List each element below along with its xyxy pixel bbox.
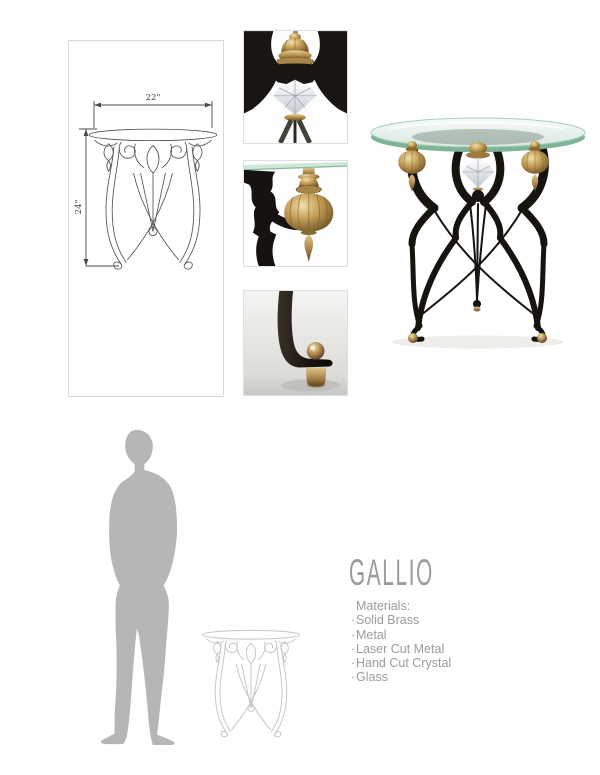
- brass-ring: [284, 114, 306, 121]
- material-item: ·Metal: [351, 627, 387, 642]
- table-line-drawing-small: [202, 630, 299, 736]
- technical-drawing-panel: [68, 40, 224, 397]
- material-item: ·Solid Brass: [351, 613, 420, 628]
- person-silhouette: [101, 430, 177, 745]
- bullet: ·: [351, 670, 356, 685]
- height-dimension-label: 24": [74, 199, 84, 215]
- bullet: ·: [351, 613, 356, 628]
- bullet: ·: [351, 627, 356, 642]
- dimension-arrows: [84, 103, 212, 266]
- brass-ball: [307, 342, 325, 360]
- bullet: ·: [351, 641, 356, 656]
- material-item: ·Hand Cut Crystal: [351, 656, 452, 671]
- product-title: GALLIO: [349, 552, 434, 593]
- technical-drawing: [69, 41, 223, 396]
- detail-photo-ball-foot: [243, 290, 348, 396]
- table-scale-drawing: [197, 628, 305, 748]
- ball-highlight: [310, 346, 315, 351]
- bullet: ·: [351, 656, 356, 671]
- table-line-drawing: [89, 129, 217, 269]
- detail-photo-brass-finial: [243, 160, 348, 267]
- center-foot-brass: [474, 307, 481, 312]
- width-dimension-label: 22": [145, 93, 161, 103]
- human-scale-silhouette: [90, 426, 188, 746]
- left-foot-brass-ball: [408, 333, 418, 343]
- materials-heading: Materials:: [356, 599, 411, 613]
- material-item: ·Glass: [351, 670, 388, 685]
- right-foot-brass-ball: [537, 333, 547, 343]
- material-item: ·Laser Cut Metal: [351, 641, 445, 656]
- photo-background: [244, 291, 347, 395]
- materials-list: [351, 599, 451, 685]
- product-photo-gallio-table: [358, 96, 598, 354]
- foot-base: [307, 383, 325, 387]
- detail-photo-crystal-crown: [243, 30, 348, 144]
